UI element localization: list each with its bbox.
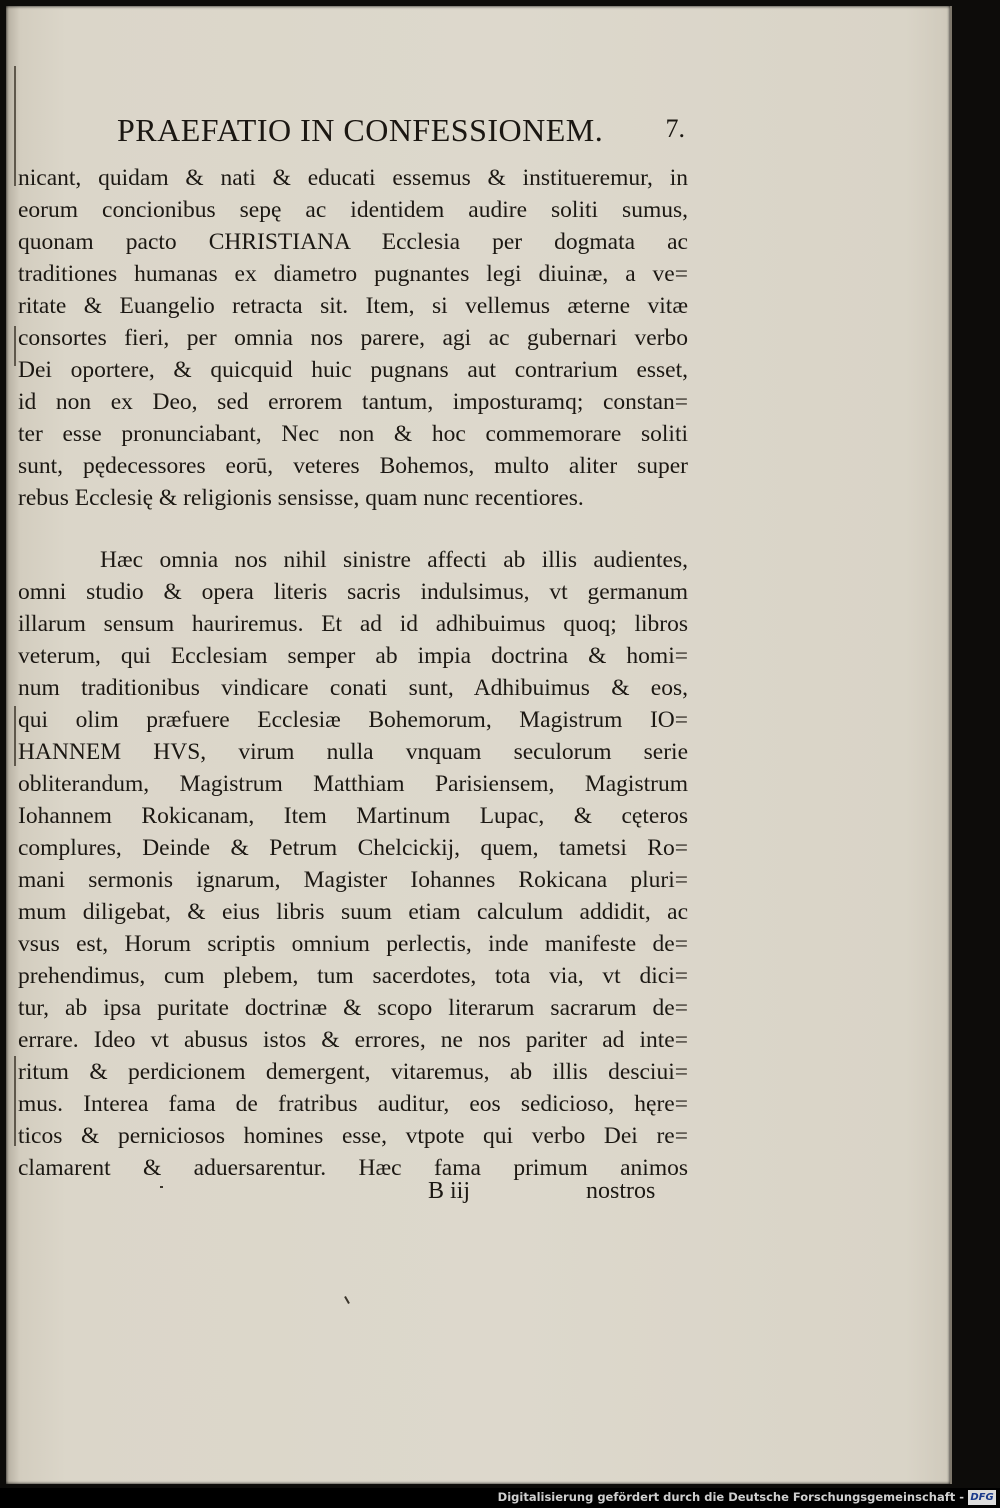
folio-number: 7.: [665, 114, 685, 143]
text-line: id non ex Deo, sed errorem tantum, imposturamq; constan=: [18, 389, 688, 415]
text-line: ticos & perniciosos homines esse, vtpote qui verbo Dei re=: [18, 1123, 688, 1149]
text-line: Hæc omnia nos nihil sinistre affecti ab illis audientes,: [100, 547, 688, 573]
running-title: PRAEFATIO IN CONFESSIONEM.: [117, 112, 604, 148]
text-line: obliterandum, Magistrum Matthiam Parisiensem, Magistrum: [18, 771, 688, 797]
paper-speck: [160, 1186, 163, 1188]
text-line: clamarent & aduersarentur. Hæc fama primum animos: [18, 1155, 688, 1181]
text-line: HANNEM HVS, virum nulla vnquam seculorum serie: [18, 739, 688, 765]
text-line: mum diligebat, & eius libris suum etiam calculum addidit, ac: [18, 899, 688, 925]
text-line: eorum concionibus sepę ac identidem audire soliti sumus,: [18, 197, 688, 223]
text-line: ritum & perdicionem demergent, vitaremus, ab illis desciui=: [18, 1059, 688, 1085]
text-line: traditiones humanas ex diametro pugnantes legi diuinæ, a ve=: [18, 261, 688, 287]
funding-credit: Digitalisierung gefördert durch die Deutsche Forschungsgemeinschaft -: [497, 1490, 964, 1504]
text-line: mus. Interea fama de fratribus auditur, eos sedicioso, hęre=: [18, 1091, 688, 1117]
text-line: ter esse pronunciabant, Nec non & hoc commemorare soliti: [18, 421, 688, 447]
catchword: nostros: [586, 1178, 656, 1204]
paper-speck: [344, 1296, 350, 1304]
text-line: illarum sensum hauriremus. Et ad id adhibuimus quoq; libros: [18, 611, 688, 637]
text-line: sunt, pędecessores eorū, veteres Bohemos, multo aliter super: [18, 453, 688, 479]
signature-mark: B iij: [428, 1178, 471, 1204]
text-line: qui olim præfuere Ecclesiæ Bohemorum, Magistrum IO=: [18, 707, 688, 733]
page-header: [117, 112, 685, 152]
text-line: rebus Ecclesię & religionis sensisse, quam nunc recentiores.: [18, 485, 584, 511]
text-line: mani sermonis ignarum, Magister Iohannes Rokicana pluri=: [18, 867, 688, 893]
gutter-shadow: [14, 1056, 16, 1146]
dfg-logo: DFG: [968, 1490, 996, 1505]
text-line: complures, Deinde & Petrum Chelcickij, quem, tametsi Ro=: [18, 835, 688, 861]
text-line: omni studio & opera literis sacris indulsimus, vt germanum: [18, 579, 688, 605]
text-line: vsus est, Horum scriptis omnium perlectis, inde manifeste de=: [18, 931, 688, 957]
text-line: Iohannem Rokicanam, Item Martinum Lupac, & cęteros: [18, 803, 688, 829]
text-line: consortes fieri, per omnia nos parere, agi ac gubernari verbo: [18, 325, 688, 351]
text-line: errare. Ideo vt abusus istos & errores, ne nos pariter ad inte=: [18, 1027, 688, 1053]
text-line: tur, ab ipsa puritate doctrinæ & scopo literarum sacrarum de=: [18, 995, 688, 1021]
text-line: nicant, quidam & nati & educati essemus & institueremur, in: [18, 165, 688, 191]
text-line: num traditionibus vindicare conati sunt, Adhibuimus & eos,: [18, 675, 688, 701]
text-line: prehendimus, cum plebem, tum sacerdotes, tota via, vt dici=: [18, 963, 688, 989]
text-line: Dei oportere, & quicquid huic pugnans aut contrarium esset,: [18, 357, 688, 383]
text-line: quonam pacto CHRISTIANA Ecclesia per dogmata ac: [18, 229, 688, 255]
text-line: ritate & Euangelio retracta sit. Item, si vellemus æterne vitæ: [18, 293, 688, 319]
gutter-shadow: [14, 706, 16, 766]
gutter-shadow: [14, 326, 16, 366]
text-line: veterum, qui Ecclesiam semper ab impia doctrina & homi=: [18, 643, 688, 669]
gutter-shadow: [14, 66, 16, 186]
digitization-footer: [0, 1488, 1000, 1508]
